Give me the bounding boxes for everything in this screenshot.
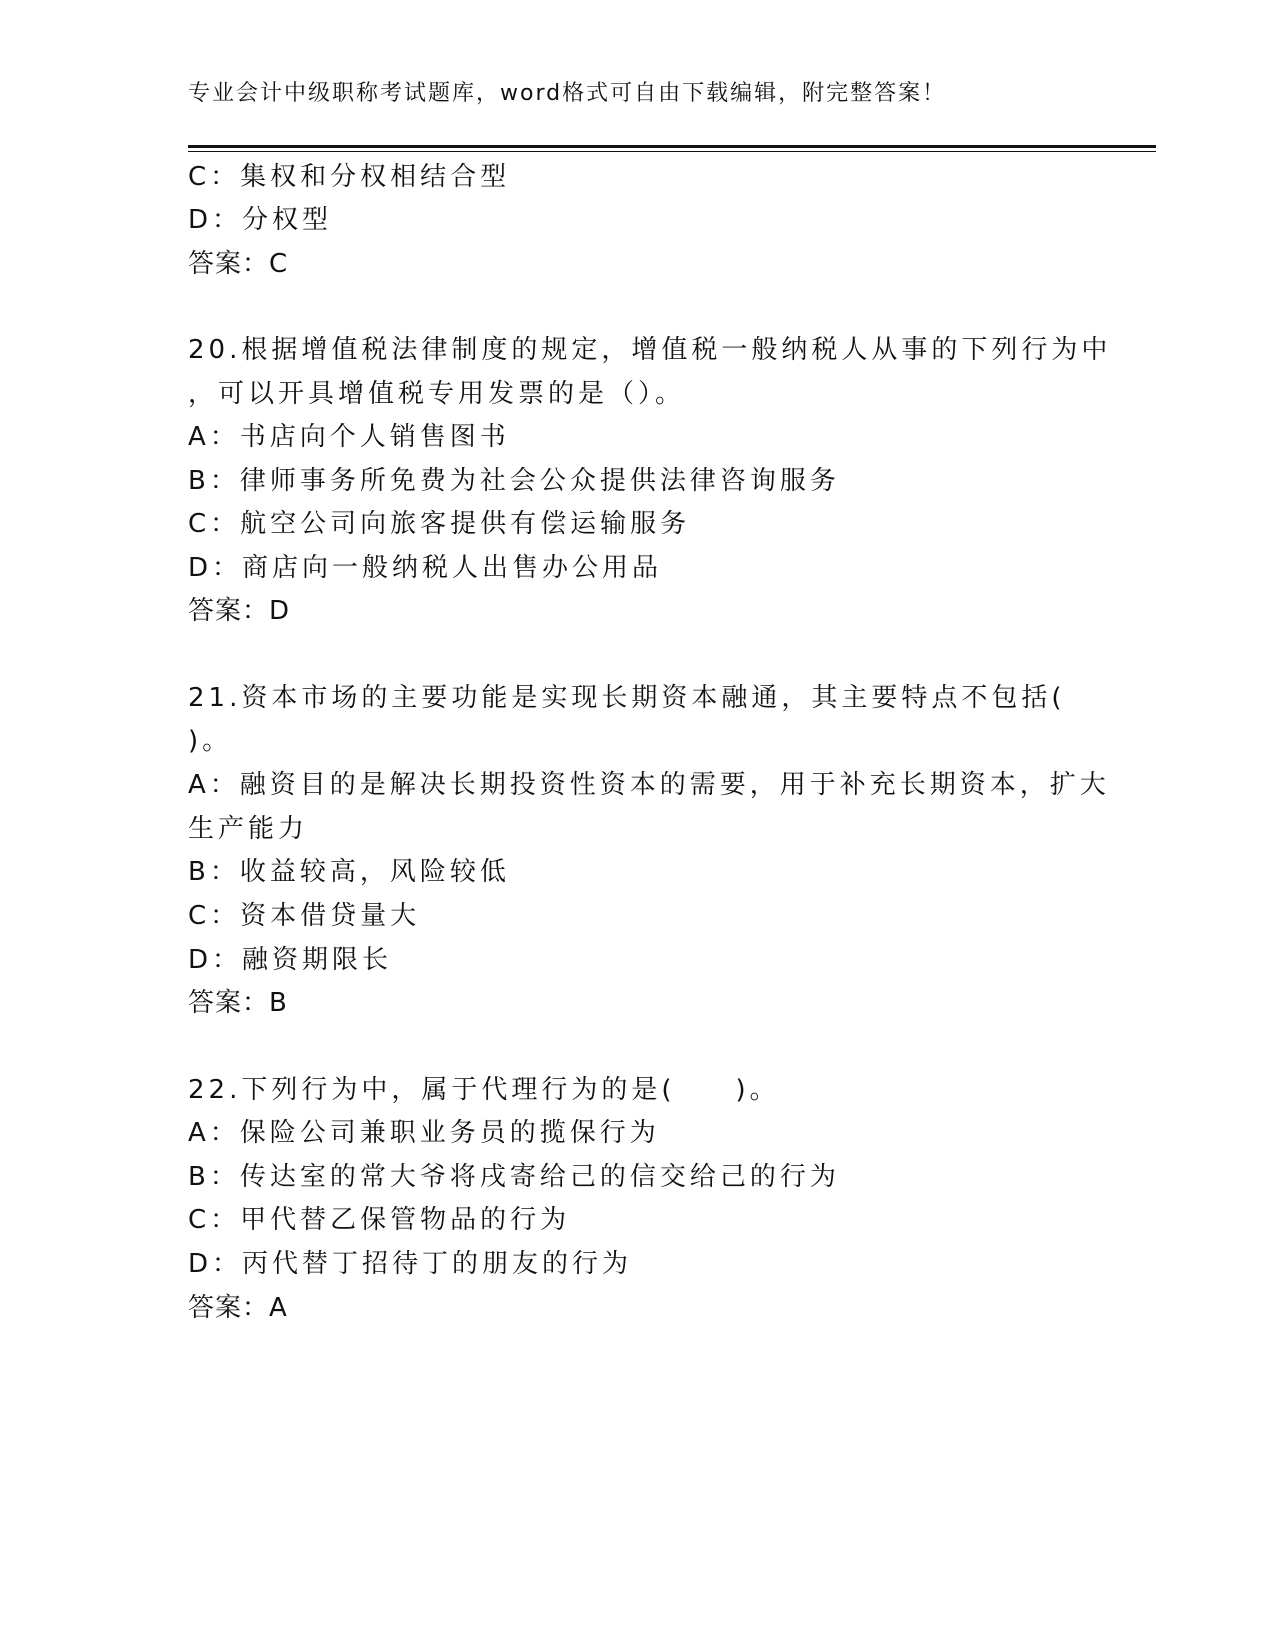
question-22-stem: 22.下列行为中，属于代理行为的是( )。 <box>188 1075 780 1105</box>
question-22-option-d: D：丙代替丁招待丁的朋友的行为 <box>188 1249 633 1279</box>
question-20-option-d: D：商店向一般纳税人出售办公用品 <box>188 553 663 583</box>
question-20-option-c: C：航空公司向旅客提供有偿运输服务 <box>188 509 691 539</box>
question-21-option-d: D：融资期限长 <box>188 945 393 975</box>
question-21-option-b: B：收益较高，风险较低 <box>188 857 510 887</box>
question-20-option-b: B：律师事务所免费为社会公众提供法律咨询服务 <box>188 466 840 496</box>
question-20-stem: 20.根据增值税法律制度的规定，增值税一般纳税人从事的下列行为中 <box>188 335 1112 365</box>
question-21-stem: 21.资本市场的主要功能是实现长期资本融通，其主要特点不包括( <box>188 683 1066 713</box>
page-header: 专业会计中级职称考试题库，word格式可自由下载编辑，附完整答案！ <box>188 81 947 106</box>
question-21-option-c: C：资本借贷量大 <box>188 901 421 931</box>
question-20-stem-cont: ，可以开具增值税专用发票的是（）。 <box>188 379 686 409</box>
answer-19: 答案：C <box>188 249 289 279</box>
question-21-option-a-cont: 生产能力 <box>188 814 309 844</box>
question-22-option-c: C：甲代替乙保管物品的行为 <box>188 1205 571 1235</box>
option-c: C：集权和分权相结合型 <box>188 162 511 192</box>
question-21-stem-cont: )。 <box>188 726 233 756</box>
question-22-option-b: B：传达室的常大爷将戌寄给己的信交给己的行为 <box>188 1162 840 1192</box>
header-rule-thin <box>188 151 1156 152</box>
answer-20: 答案：D <box>188 596 291 626</box>
option-d: D：分权型 <box>188 205 333 235</box>
question-22-option-a: A：保险公司兼职业务员的揽保行为 <box>188 1118 660 1148</box>
question-20-option-a: A：书店向个人销售图书 <box>188 422 510 452</box>
header-rule-thick <box>188 145 1156 148</box>
answer-21: 答案：B <box>188 988 288 1018</box>
answer-22: 答案：A <box>188 1293 288 1323</box>
question-21-option-a: A：融资目的是解决长期投资性资本的需要，用于补充长期资本，扩大 <box>188 770 1110 800</box>
